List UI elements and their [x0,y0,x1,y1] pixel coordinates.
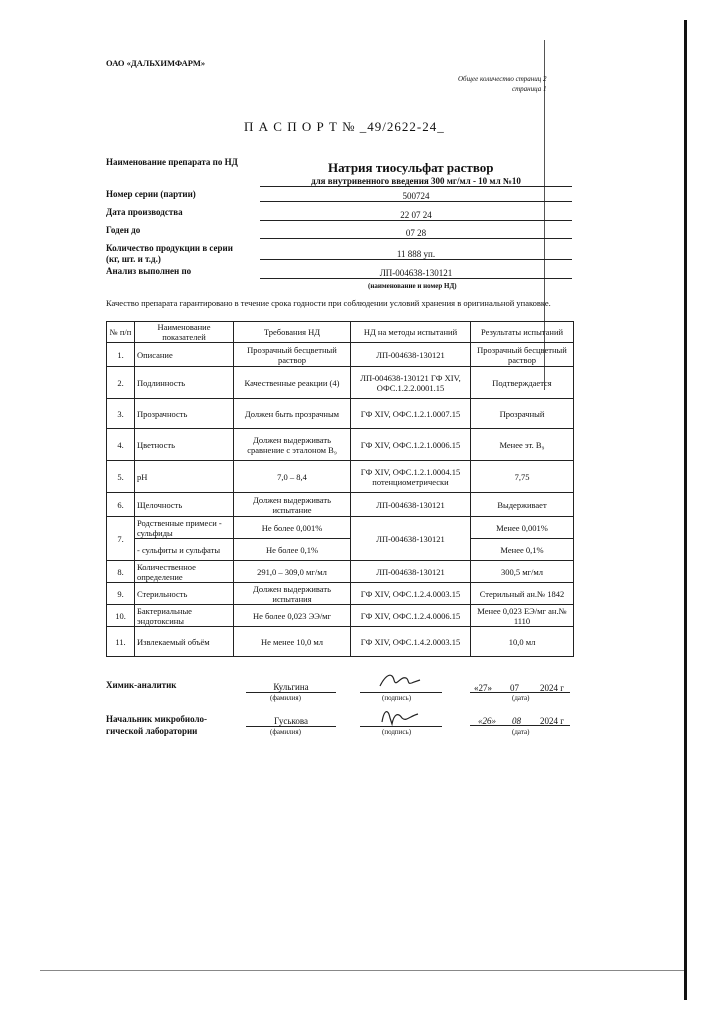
chemist-date-year: 2024 г [540,683,564,693]
prod-date-value: 22 07 24 [260,210,572,221]
col-number: № п/п [107,322,135,343]
col-methods: НД на методы испытаний [351,322,471,343]
col-requirements: Требования НД [234,322,351,343]
table-row [107,429,574,461]
row-name: Щелочность [135,493,234,517]
row-requirement: Не более 0,001% [234,517,351,539]
row-number: 1. [107,343,135,367]
chemist-signature [376,670,424,692]
row-requirement: 291,0 – 309,0 мг/мл [234,561,351,583]
row-result: Менее эт. B₉ [471,429,574,461]
table-row [107,517,574,539]
row-result: Менее 0,023 ЕЭ/мг ан.№ 1110 [471,605,574,627]
row-result: Менее 0,001% [471,517,574,539]
scan-edge-right [684,20,687,1000]
row-number: 7. [107,517,135,561]
table-row [107,539,574,561]
qty-label: Количество продукции в серии [106,243,233,253]
prod-date-label: Дата производства [106,207,183,217]
chemist-name: Кульгина [246,682,336,693]
results-table [106,321,574,657]
row-requirement: 7,0 – 8,4 [234,461,351,493]
expiry-label: Годен до [106,225,141,235]
row-method: ЛП-004638-130121 ГФ XIV, ОФС.1.2.2.0001.15 [351,367,471,399]
row-requirement: Должен выдерживать испытание [234,493,351,517]
company-name: ОАО «ДАЛЬХИМФАРМ» [106,58,206,68]
row-name: Подлинность [135,367,234,399]
page-title: П А С П О Р Т № _49/2622-24_ [244,119,445,134]
col-name: Наименование показателей [135,322,234,343]
row-name: Описание [135,343,234,367]
row-result: Выдерживает [471,493,574,517]
table-header-row [107,322,574,343]
table-row [107,561,574,583]
analysis-value: ЛП-004638-130121 [260,268,572,279]
table-row [107,583,574,605]
row-method: ГФ XIV, ОФС.1.4.2.0003.15 [351,627,471,657]
head-date-caption: (дата) [512,728,530,736]
table-row [107,399,574,429]
head-date-line [470,723,570,726]
col-results: Результаты испытаний [471,322,574,343]
head-signature-caption: (подпись) [382,728,412,736]
page-count: Общее количество страниц 2 [458,75,547,83]
row-requirement: Прозрачный бесцветный раствор [234,343,351,367]
row-number: 6. [107,493,135,517]
analysis-label: Анализ выполнен по [106,266,192,276]
qty-value: 11 888 уп. [260,249,572,260]
row-method: ГФ XIV, ОФС.1.2.1.0007.15 [351,399,471,429]
scan-edge-bottom [40,970,684,971]
row-name: Родственные примеси - сульфиды [135,517,234,539]
row-result: Подтверждается [471,367,574,399]
row-method: ГФ XIV, ОФС.1.2.1.0006.15 [351,429,471,461]
chemist-date-line [470,690,570,693]
row-method: ГФ XIV, ОФС.1.2.4.0006.15 [351,605,471,627]
head-title: Начальник микробиоло- [106,714,208,724]
row-method: ЛП-004638-130121 [351,493,471,517]
row-number: 2. [107,367,135,399]
row-method: ГФ XIV, ОФС.1.2.4.0003.15 [351,583,471,605]
head-signature [376,704,424,728]
row-name: Бактериальные эндотоксины [135,605,234,627]
row-result: 10,0 мл [471,627,574,657]
row-name: Цветность [135,429,234,461]
row-result: Менее 0,1% [471,539,574,561]
chemist-date-caption: (дата) [512,694,530,702]
table-row [107,343,574,367]
row-requirement: Должен быть прозрачным [234,399,351,429]
qty-label-2: (кг, шт. и т.д.) [106,254,161,264]
row-number: 4. [107,429,135,461]
row-number: 9. [107,583,135,605]
name-value-2: для внутривенного введения 300 мг/мл - 10 мл №10 [260,176,572,187]
table-row [107,461,574,493]
chemist-date-day: «27» [474,683,492,693]
page-number: страница 1 [512,85,547,93]
table-row [107,605,574,627]
guarantee-text: Качество препарата гарантировано в течение срока годности при соблюдении условий хранения в оригинальной упаковке. [106,298,551,308]
head-date-month: 08 [512,716,521,726]
row-requirement: Должен выдерживать сравнение с эталоном B₉ [234,429,351,461]
row-result: 300,5 мг/мл [471,561,574,583]
row-result: 7,75 [471,461,574,493]
table-row [107,627,574,657]
name-label: Наименование препарата по НД [106,157,238,167]
head-surname-caption: (фамилия) [270,728,301,736]
name-value: Натрия тиосульфат раствор [328,160,494,175]
row-requirement: Качественные реакции (4) [234,367,351,399]
row-number: 11. [107,627,135,657]
expiry-value: 07 28 [260,228,572,239]
row-name: - сульфиты и сульфаты [135,539,234,561]
table-row [107,493,574,517]
row-name: Прозрачность [135,399,234,429]
row-requirement: Должен выдерживать испытания [234,583,351,605]
head-date-day: «26» [478,716,496,726]
row-method: ЛП-004638-130121 [351,561,471,583]
row-method: ЛП-004638-130121 [351,517,471,561]
series-label: Номер серии (партии) [106,189,196,199]
head-title-2: гической лаборатории [106,726,198,736]
row-name: pH [135,461,234,493]
row-result: Прозрачный бесцветный раствор [471,343,574,367]
row-method: ЛП-004638-130121 [351,343,471,367]
analysis-caption: (наименование и номер НД) [368,282,457,290]
row-name: Извлекаемый объём [135,627,234,657]
head-date-year: 2024 г [540,716,564,726]
row-name: Стерильность [135,583,234,605]
row-result: Стерильный ан.№ 1842 [471,583,574,605]
row-method: ГФ XIV, ОФС.1.2.1.0004.15 потенциометрически [351,461,471,493]
row-number: 8. [107,561,135,583]
chemist-title: Химик-аналитик [106,680,177,690]
row-number: 3. [107,399,135,429]
row-requirement: Не более 0,023 ЭЭ/мг [234,605,351,627]
head-name: Гуськова [246,716,336,727]
chemist-signature-caption: (подпись) [382,694,412,702]
row-result: Прозрачный [471,399,574,429]
table-row [107,367,574,399]
series-value: 500724 [260,191,572,202]
chemist-surname-caption: (фамилия) [270,694,301,702]
row-name: Количественное определение [135,561,234,583]
row-number: 5. [107,461,135,493]
chemist-date-month: 07 [510,683,519,693]
row-number: 10. [107,605,135,627]
row-requirement: Не менее 10,0 мл [234,627,351,657]
row-requirement: Не более 0,1% [234,539,351,561]
